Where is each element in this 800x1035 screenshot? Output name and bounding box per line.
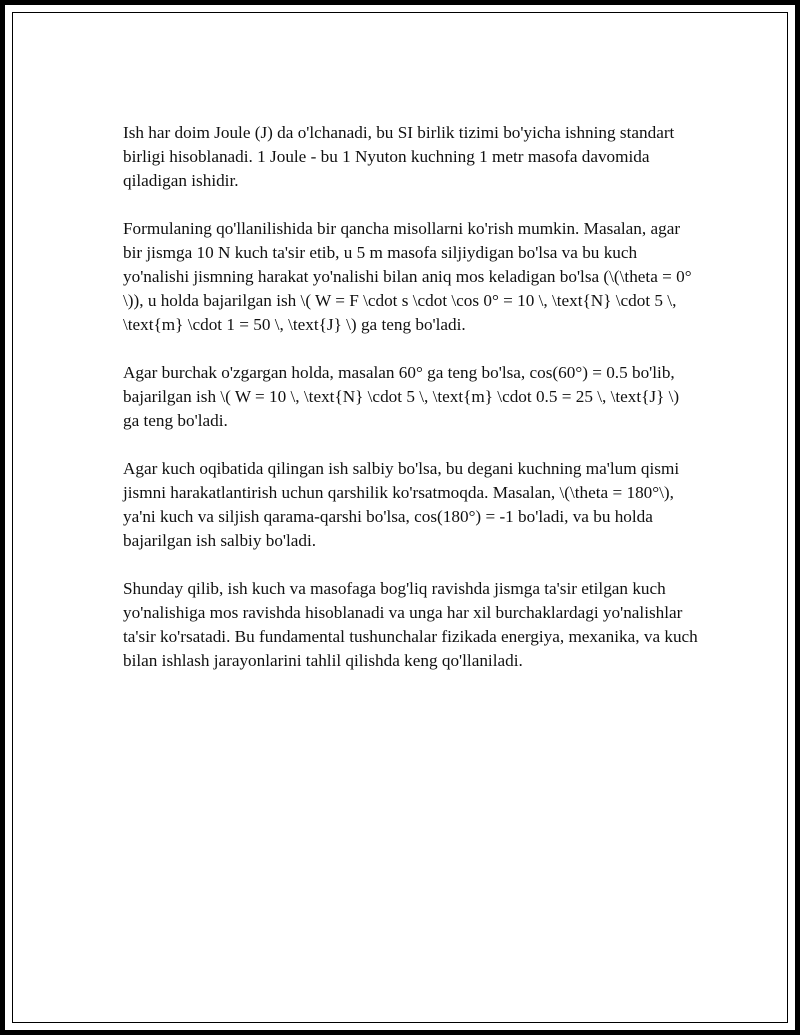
paragraph-conclusion: Shunday qilib, ish kuch va masofaga bog'liq ravishda jismga ta'sir etilgan kuch yo'nalishiga mos ravishda hisoblanadi va unga har xil burchaklardagi yo'nalishlar ta'sir ko'rsatadi. Bu fundamental tushunchalar fizikada energiya, mexanika, va kuch bilan ishlash jarayonlarini tahlil qilishda keng qo'llaniladi. xyxy=(123,579,698,670)
document-body xyxy=(123,121,698,697)
paragraph-example-sixty-degrees: Agar burchak o'zgargan holda, masalan 60° ga teng bo'lsa, cos(60°) = 0.5 bo'lib, bajarilgan ish \( W = 10 \, \text{N} \cdot 5 \, \text{m} \cdot 0.5 = 25 \, \text{J} \) ga teng bo'ladi. xyxy=(123,363,680,430)
paragraph-negative-work: Agar kuch oqibatida qilingan ish salbiy bo'lsa, bu degani kuchning ma'lum qismi jismni harakatlantirish uchun qarshilik ko'rsatmoqda. Masalan, \(\theta = 180°\), ya'ni kuch va siljish qarama-qarshi bo'lsa, cos(180°) = -1 bo'ladi, va bu holda bajarilgan ish salbiy bo'ladi. xyxy=(123,459,680,550)
paragraph-joule-definition: Ish har doim Joule (J) da o'lchanadi, bu SI birlik tizimi bo'yicha ishning standart birligi hisoblanadi. 1 Joule - bu 1 Nyuton kuchning 1 metr masofa davomida qiladigan ishidir. xyxy=(123,123,675,190)
paragraph-example-zero-angle: Formulaning qo'llanilishida bir qancha misollarni ko'rish mumkin. Masalan, agar bir jismga 10 N kuch ta'sir etib, u 5 m masofa siljiydigan bo'lsa va bu kuch yo'nalishi jismning harakat yo'nalishi bilan aniq mos keladigan bo'lsa (\(\theta = 0°\)), u holda bajarilgan ish \( W = F \cdot s \cdot \cos 0° = 10 \, \text{N} \cdot 5 \, \text{m} \cdot 1 = 50 \, \text{J} \) ga teng bo'ladi. xyxy=(123,219,692,334)
